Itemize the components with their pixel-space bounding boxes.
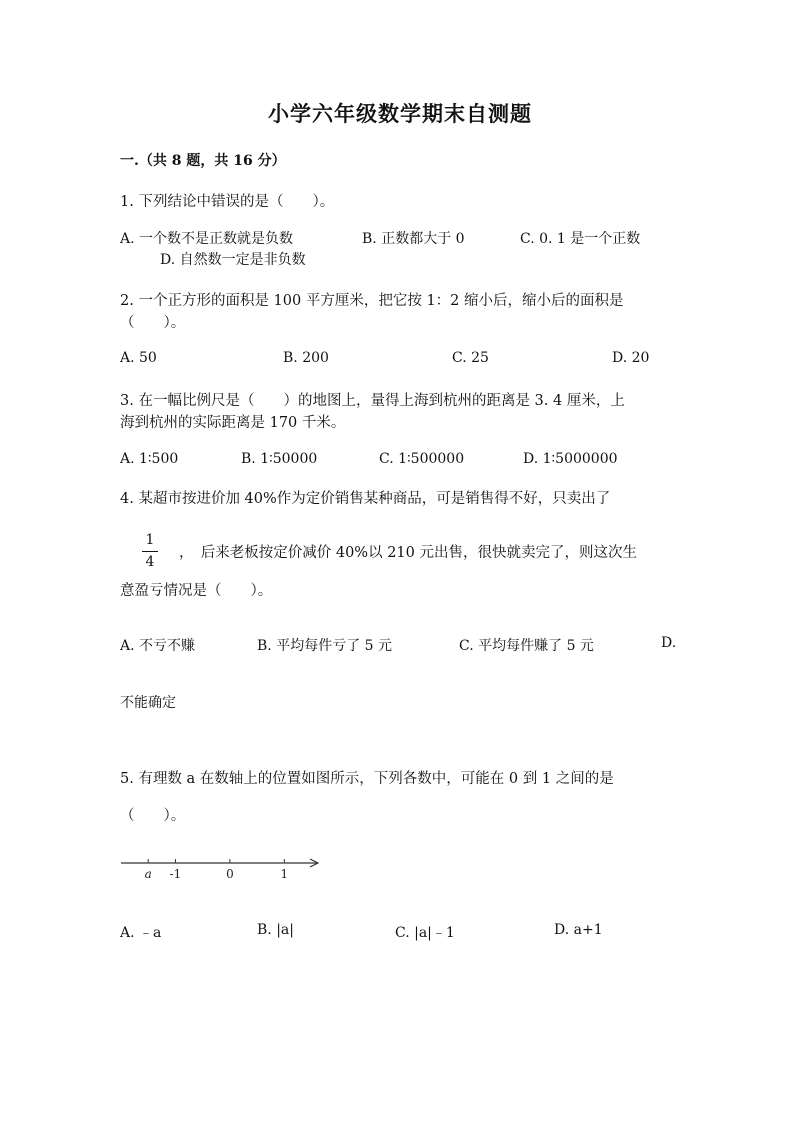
question-5-option-b: B. |a| xyxy=(257,922,294,938)
question-4-option-d-text: 不能确定 xyxy=(120,695,176,711)
question-4-option-b: B. 平均每件亏了 5 元 xyxy=(257,638,392,654)
question-5-option-a: A. ﹣a xyxy=(120,925,162,941)
question-4-option-d: D. xyxy=(661,635,677,651)
question-1-text: 1. 下列结论中错误的是（ ）。 xyxy=(120,194,335,210)
question-2-text-line1: 2. 一个正方形的面积是 100 平方厘米，把它按 1：2 缩小后，缩小后的面积是 xyxy=(120,293,624,309)
question-4-text-line2: ， 后来老板按定价减价 40%以 210 元出售，很快就卖完了，则这次生 xyxy=(179,545,637,561)
question-3-text-line1: 3. 在一幅比例尺是（ ）的地图上，量得上海到杭州的距离是 3. 4 厘米，上 xyxy=(120,393,625,409)
number-line-label: a xyxy=(144,867,152,881)
question-5-text-line2: （ ）。 xyxy=(120,808,186,824)
question-4-option-c: C. 平均每件赚了 5 元 xyxy=(459,638,594,654)
question-4-option-a: A. 不亏不赚 xyxy=(120,638,196,654)
question-3-option-a: A. 1∶500 xyxy=(120,451,179,467)
question-1-option-d: D. 自然数一定是非负数 xyxy=(160,252,306,268)
question-3-option-b: B. 1∶50000 xyxy=(241,451,318,467)
question-1-option-c: C. 0. 1 是一个正数 xyxy=(520,231,641,247)
section-heading: 一.（共 8 题，共 16 分） xyxy=(120,153,286,169)
question-2-option-d: D. 20 xyxy=(612,350,650,366)
question-3-option-d: D. 1∶5000000 xyxy=(523,451,618,467)
question-4-text-line1: 4. 某超市按进价加 40%作为定价销售某种商品，可是销售得不好，只卖出了 xyxy=(120,491,611,507)
fraction-numerator: 1 xyxy=(145,532,155,548)
page-title: 小学六年级数学期末自测题 xyxy=(268,101,532,126)
question-3-option-c: C. 1∶500000 xyxy=(379,451,465,467)
question-2-option-a: A. 50 xyxy=(120,350,157,366)
question-2-text-line2: （ ）。 xyxy=(120,315,186,331)
question-5-option-c: C. |a|﹣1 xyxy=(395,925,455,941)
question-5-option-d: D. a+1 xyxy=(554,922,603,938)
question-3-text-line2: 海到杭州的实际距离是 170 千米。 xyxy=(120,415,346,431)
question-1-option-b: B. 正数都大于 0 xyxy=(362,231,465,247)
question-2-option-b: B. 200 xyxy=(283,350,329,366)
number-line-label: 1 xyxy=(280,867,289,881)
question-2-option-c: C. 25 xyxy=(452,350,489,366)
question-1-option-a: A. 一个数不是正数就是负数 xyxy=(120,231,294,247)
question-4-text-line3: 意盈亏情况是（ ）。 xyxy=(120,583,273,599)
number-line-label: -1 xyxy=(169,867,182,881)
fraction-denominator: 4 xyxy=(145,554,155,570)
number-line-label: 0 xyxy=(226,867,234,881)
question-5-text-line1: 5. 有理数 a 在数轴上的位置如图所示，下列各数中，可能在 0 到 1 之间的是 xyxy=(120,771,614,787)
